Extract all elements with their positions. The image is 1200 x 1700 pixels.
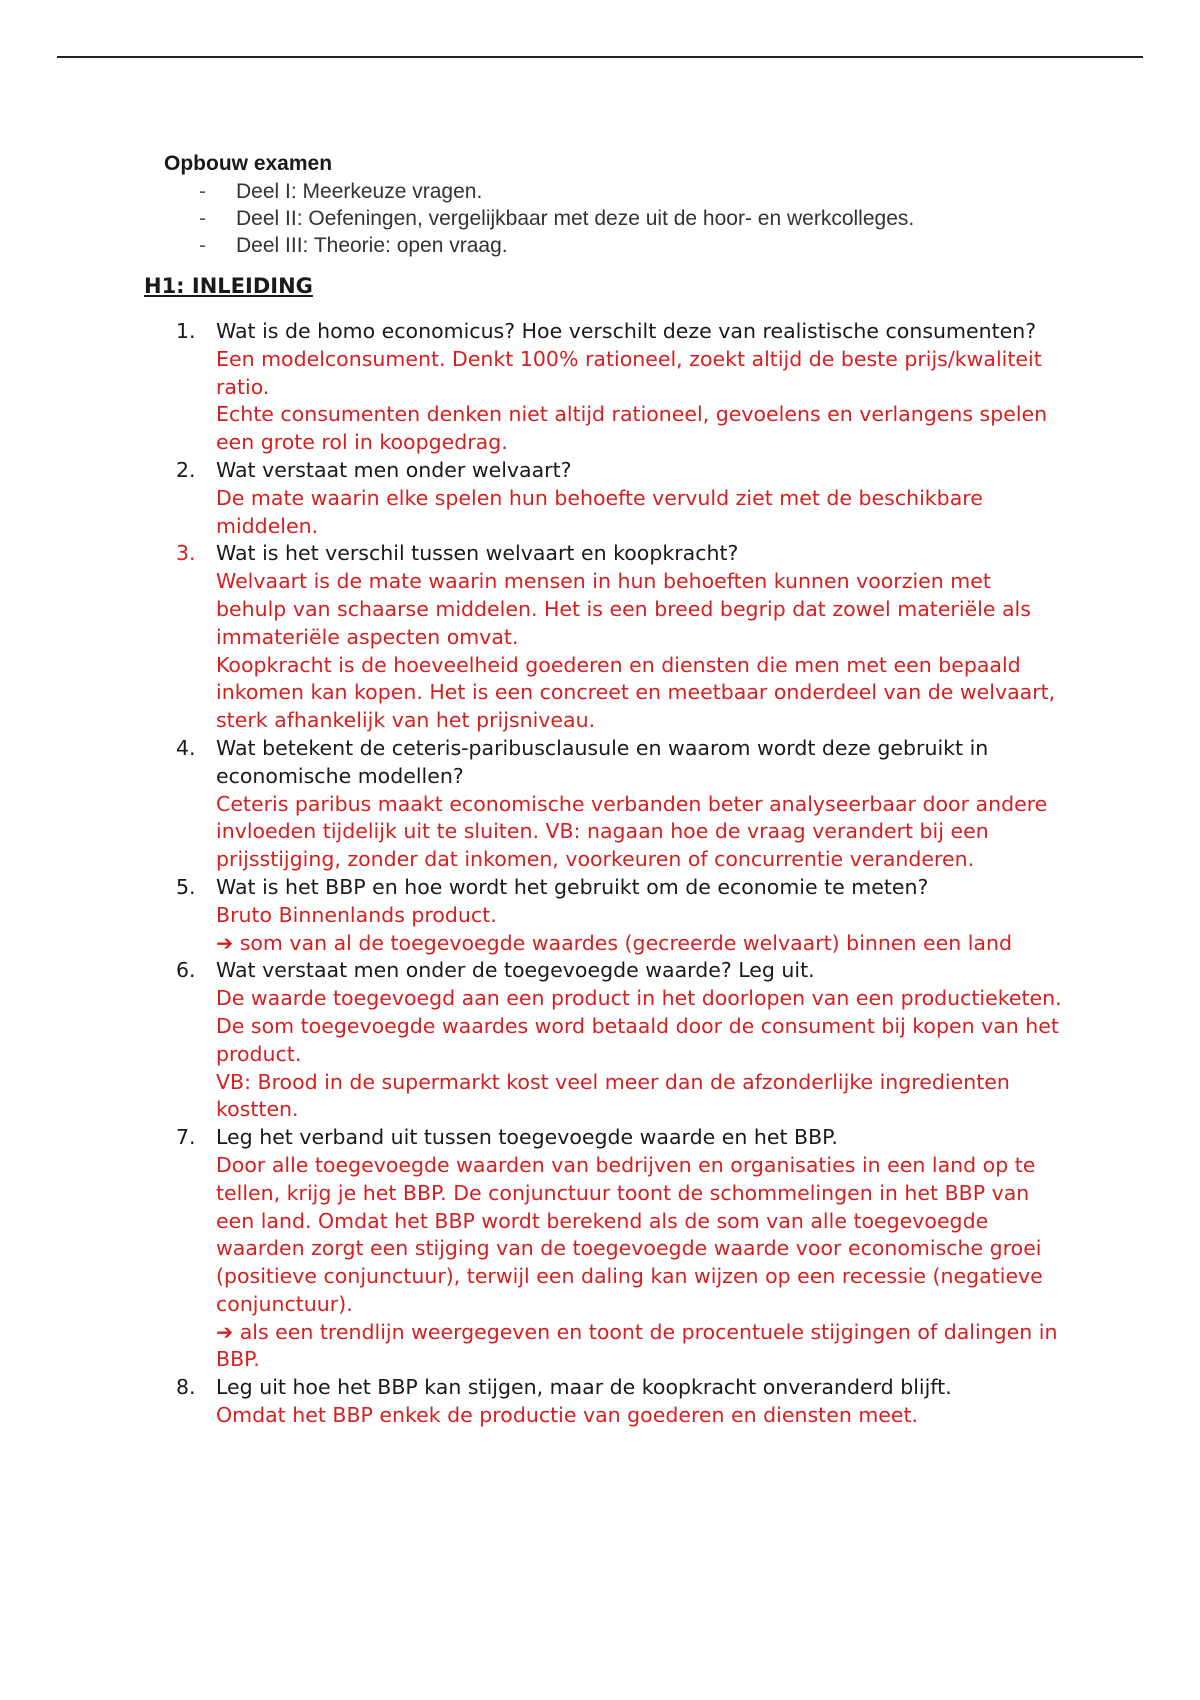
question-text: Wat verstaat men onder de toegevoegde waarde? Leg uit.: [216, 958, 815, 983]
question-item: [176, 1124, 1076, 1374]
question-body: [216, 874, 1066, 957]
answer-text: De mate waarin elke spelen hun behoefte vervuld ziet met de beschikbare middelen.: [216, 485, 983, 538]
question-item: [176, 457, 1076, 540]
question-number: 6.: [176, 958, 196, 983]
exam-part-text: Deel II: Oefeningen, vergelijkbaar met deze uit de hoor- en werkcolleges.: [236, 207, 915, 230]
question-body: [216, 318, 1066, 457]
question-item: [176, 957, 1076, 1124]
question-text: Wat is het verschil tussen welvaart en koopkracht?: [216, 541, 739, 566]
question-text: Leg het verband uit tussen toegevoegde waarde en het BBP.: [216, 1125, 838, 1150]
section-heading: H1: INLEIDING: [144, 274, 313, 298]
question-item: [176, 735, 1076, 874]
answer-text: Bruto Binnenlands product.: [216, 902, 497, 927]
answer-text: De som toegevoegde waardes word betaald door de consument bij kopen van het product.: [216, 1013, 1059, 1066]
question-item: [176, 318, 1076, 457]
question-item: [176, 874, 1076, 957]
question-text: Wat betekent de ceteris-paribusclausule en waarom wordt deze gebruikt in economische modellen?: [216, 735, 989, 788]
answer-text: ➔ als een trendlijn weergegeven en toont de procentuele stijgingen of dalingen in BBP.: [216, 1319, 1058, 1372]
answer-text: VB: Brood in de supermarkt kost veel meer dan de afzonderlijke ingredienten kostten.: [216, 1069, 1010, 1122]
question-item: [176, 540, 1076, 735]
header-rule: [57, 56, 1143, 58]
answer-text: Een modelconsument. Denkt 100% rationeel, zoekt altijd de beste prijs/kwaliteit ratio.: [216, 346, 1042, 399]
exam-part-text: Deel I: Meerkeuze vragen.: [236, 180, 483, 203]
question-number: 7.: [176, 1125, 196, 1150]
question-body: [216, 957, 1066, 1124]
question-list: [176, 318, 1076, 1430]
answer-text: Koopkracht is de hoeveelheid goederen en diensten die men met een bepaald inkomen kan kopen. Het is een concreet en meetbaar onderdeel van de welvaart, sterk afhankelijk van het prijsniveau.: [216, 652, 1056, 733]
question-number: 3.: [176, 541, 196, 566]
question-body: [216, 540, 1066, 735]
exam-part-text: Deel III: Theorie: open vraag.: [236, 234, 508, 257]
exam-title: Opbouw examen: [164, 152, 333, 175]
dash-bullet: -: [199, 207, 206, 230]
question-item: [176, 1374, 1076, 1430]
dash-bullet: -: [199, 180, 206, 203]
list-item: [164, 205, 1064, 232]
answer-text: De waarde toegevoegd aan een product in het doorlopen van een productieketen.: [216, 986, 1062, 1011]
list-item: [164, 232, 1064, 259]
exam-parts-list: [164, 178, 1064, 259]
answer-text: Door alle toegevoegde waarden van bedrijven en organisaties in een land op te tellen, krijg je het BBP. De conjunctuur toont de schommelingen in het BBP van een land. Omdat het BBP wordt berekend als de som van alle toegevoegde waarden zorgt een stijging van de toegevoegde waarde voor economische groei (positieve conjunctuur), terwijl een daling kan wijzen op een recessie (negatieve conjunctuur).: [216, 1152, 1043, 1316]
list-item: [164, 178, 1064, 205]
answer-text: Welvaart is de mate waarin mensen in hun behoeften kunnen voorzien met behulp van schaarse middelen. Het is een breed begrip dat zowel materiële als immateriële aspecten omvat.: [216, 569, 1031, 649]
question-number: 4.: [176, 735, 196, 760]
answer-text: Echte consumenten denken niet altijd rationeel, gevoelens en verlangens spelen een grote rol in koopgedrag.: [216, 402, 1048, 455]
question-text: Wat is het BBP en hoe wordt het gebruikt om de economie te meten?: [216, 874, 929, 899]
question-body: [216, 457, 1066, 540]
question-number: 2.: [176, 457, 196, 482]
question-body: [216, 1124, 1066, 1374]
question-text: Leg uit hoe het BBP kan stijgen, maar de koopkracht onveranderd blijft.: [216, 1375, 952, 1400]
question-text: Wat is de homo economicus? Hoe verschilt deze van realistische consumenten?: [216, 319, 1037, 343]
exam-structure: [164, 152, 1064, 259]
question-body: [216, 1374, 1066, 1430]
question-number: 5.: [176, 874, 196, 899]
question-text: Wat verstaat men onder welvaart?: [216, 457, 572, 482]
question-body: [216, 735, 1066, 874]
dash-bullet: -: [199, 234, 206, 257]
answer-text: ➔ som van al de toegevoegde waardes (gecreerde welvaart) binnen een land: [216, 930, 1012, 955]
question-number: 1.: [176, 319, 196, 343]
question-number: 8.: [176, 1375, 196, 1400]
answer-text: Omdat het BBP enkek de productie van goederen en diensten meet.: [216, 1403, 919, 1428]
answer-text: Ceteris paribus maakt economische verbanden beter analyseerbaar door andere invloeden tijdelijk uit te sluiten. VB: nagaan hoe de vraag verandert bij een prijsstijging, zonder dat inkomen, voorkeuren of concurrentie veranderen.: [216, 791, 1048, 872]
